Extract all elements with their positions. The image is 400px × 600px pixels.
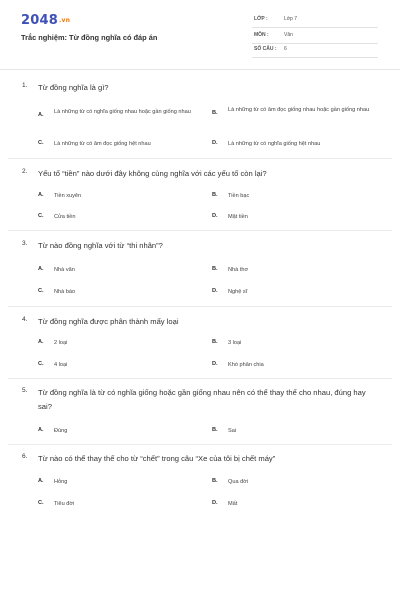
option-text: Là những từ có nghĩa giống nhau hoặc gần giống nhau	[54, 109, 191, 115]
option-letter: C.	[38, 500, 44, 506]
option-text: Là những từ có âm đọc giống nhau hoặc gần giống nhau	[228, 107, 370, 113]
meta-label-subject: MÔN :	[254, 32, 269, 38]
option-letter: D.	[212, 213, 218, 219]
option-text: Hỏng	[54, 479, 68, 485]
question-text: Từ đồng nghĩa là gì?	[38, 83, 109, 92]
question-number: 1.	[22, 82, 28, 89]
question-number: 5.	[22, 387, 28, 394]
option-text: 4 loại	[54, 362, 68, 368]
option-letter: A.	[38, 427, 44, 433]
question-text: Yếu tố “tiền” nào dưới đây không cùng nghĩa với các yếu tố còn lại?	[38, 169, 267, 178]
option-text: Nhà báo	[54, 289, 76, 295]
option-text: Qua đời	[228, 479, 249, 485]
question-divider	[8, 378, 392, 379]
question-number: 3.	[22, 240, 28, 247]
question-number: 4.	[22, 316, 28, 323]
logo-tld: .vn	[58, 17, 71, 24]
question-text: Từ nào có thể thay thế cho từ “chết” trong câu “Xe của tôi bị chết máy”	[38, 454, 276, 463]
option-letter: A.	[38, 192, 44, 198]
option-letter: B.	[212, 427, 218, 433]
option-letter: C.	[38, 213, 44, 219]
option-text: Khó phân chia	[228, 362, 264, 368]
question-text: Từ đồng nghĩa là từ có nghĩa giống hoặc gần giống nhau nên có thể thay thế cho nhau, đúng hay sai?	[38, 388, 366, 411]
option-letter: C.	[38, 361, 44, 367]
option-letter: D.	[212, 140, 218, 146]
question-divider	[8, 158, 392, 159]
option-text: Sai	[228, 428, 237, 434]
option-letter: A.	[38, 478, 44, 484]
meta-row-subject	[252, 30, 378, 44]
logo-main: 2048	[21, 13, 58, 28]
option-letter: B.	[212, 266, 218, 272]
question-text: Từ đồng nghĩa được phân thành mấy loại	[38, 317, 179, 326]
option-text: Mặt tiền	[228, 214, 248, 220]
meta-label-class: LỚP :	[254, 16, 268, 22]
option-letter: B.	[212, 339, 218, 345]
meta-value-count: 6	[284, 46, 287, 52]
option-text: Nhà văn	[54, 267, 75, 273]
question-text: Từ nào đồng nghĩa với từ “thi nhân”?	[38, 241, 163, 250]
option-text: Là những từ có nghĩa giống hệt nhau	[228, 141, 321, 147]
question-divider	[8, 306, 392, 307]
option-text: Nhà thơ	[228, 267, 249, 273]
option-letter: D.	[212, 361, 218, 367]
option-text: Mất	[228, 501, 238, 507]
option-text: Tiền xuyên	[54, 193, 82, 199]
option-text: 3 loại	[228, 340, 242, 346]
question-divider	[8, 230, 392, 231]
option-letter: C.	[38, 288, 44, 294]
option-letter: C.	[38, 140, 44, 146]
meta-value-subject: Văn	[284, 32, 293, 38]
site-logo[interactable]	[21, 13, 70, 28]
option-letter: A.	[38, 339, 44, 345]
option-text: 2 loại	[54, 340, 68, 346]
option-text: Đúng	[54, 428, 68, 434]
question-number: 6.	[22, 453, 28, 460]
option-letter: B.	[212, 110, 218, 116]
option-letter: D.	[212, 500, 218, 506]
meta-label-count: SỐ CÂU :	[254, 46, 277, 52]
option-text: Nghệ sĩ	[228, 289, 248, 295]
option-letter: B.	[212, 192, 218, 198]
option-text: Cửa tiền	[54, 214, 76, 220]
option-letter: A.	[38, 266, 44, 272]
meta-row-class	[252, 14, 378, 28]
option-letter: D.	[212, 288, 218, 294]
meta-value-class: Lớp 7	[284, 16, 298, 22]
option-text: Là những từ có âm đọc giống hệt nhau	[54, 141, 151, 147]
document-title: Trắc nghiệm: Từ đồng nghĩa có đáp án	[21, 33, 158, 42]
option-text: Tiêu đời	[54, 501, 75, 507]
option-text: Tiền bạc	[228, 193, 250, 199]
option-letter: B.	[212, 478, 218, 484]
question-divider	[8, 444, 392, 445]
option-letter: A.	[38, 112, 44, 118]
meta-row-count	[252, 44, 378, 58]
page-header	[0, 0, 400, 70]
question-number: 2.	[22, 168, 28, 175]
